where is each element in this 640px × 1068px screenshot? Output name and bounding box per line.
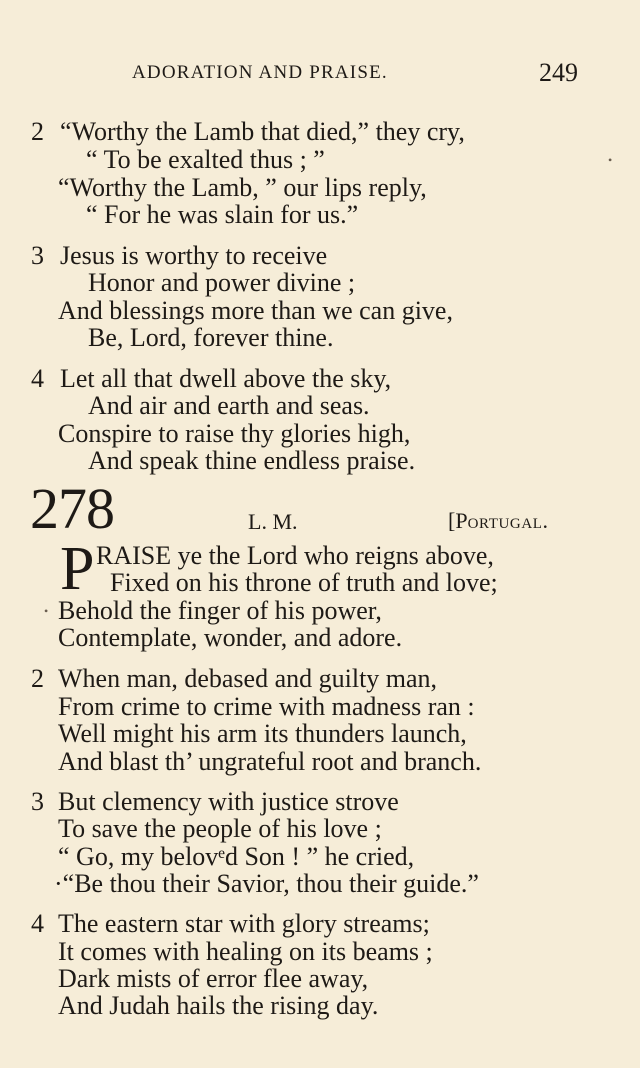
verse-line: To save the people of his love ; [58,814,382,843]
verse-line: The eastern star with glory streams; [58,909,430,938]
verse-line: When man, debased and guilty man, [58,664,438,693]
stanza-number: 2 [31,117,44,146]
hymn-meter: L. M. [248,509,298,534]
page-number: 249 [539,58,578,87]
verse-line: “ To be exalted thus ; ” [86,145,325,174]
verse-line: RAISE ye the Lord who reigns above, [96,541,494,570]
drop-cap: P [60,535,95,603]
verse-line: Fixed on his throne of truth and love; [110,568,498,597]
print-speck: • [44,604,49,618]
verse-line: And blast th’ ungrateful root and branch. [58,747,482,776]
stanza-number: 4 [31,909,44,938]
verse-line: Let all that dwell above the sky, [60,364,392,393]
tune-name [448,508,549,534]
print-speck: • [608,153,613,167]
verse-line: Contemplate, wonder, and adore. [58,623,403,652]
verse-line: But clemency with justice strove [58,787,399,816]
stanza-number: 3 [31,787,44,816]
verse-line: “ Go, my belovᵉd Son ! ” he cried, [58,842,415,871]
verse-line: “ For he was slain for us.” [86,200,359,229]
verse-line: Jesus is worthy to receive [60,241,328,270]
verse-line: From crime to crime with madness ran : [58,692,475,721]
verse-line: Well might his arm its thunders launch, [58,719,467,748]
stanza-number: 4 [31,364,44,393]
verse-line: “Worthy the Lamb, ” our lips reply, [58,173,427,202]
verse-line: Honor and power divine ; [88,268,356,297]
verse-line: Be, Lord, forever thine. [88,323,334,352]
tune-initial: P [455,508,468,533]
verse-line: Conspire to raise thy glories high, [58,419,411,448]
hymn-number: 278 [30,476,114,541]
running-header: ADORATION AND PRAISE. [132,62,388,83]
tune-rest: ortugal. [467,508,549,533]
verse-line: ·“Be thou their Savior, thou their guide.” [54,869,479,898]
verse-line: “Worthy the Lamb that died,” they cry, [60,117,465,146]
tune-bracket: [ [448,508,456,533]
stanza-number: 2 [31,664,44,693]
verse-line: And speak thine endless praise. [88,446,416,475]
verse-line: And Judah hails the rising day. [58,991,379,1020]
verse-line: It comes with healing on its beams ; [58,937,433,966]
verse-line: And air and earth and seas. [88,391,370,420]
verse-line: Behold the finger of his power, [58,596,382,625]
verse-line: And blessings more than we can give, [58,296,453,325]
verse-line: Dark mists of error flee away, [58,964,369,993]
stanza-number: 3 [31,241,44,270]
